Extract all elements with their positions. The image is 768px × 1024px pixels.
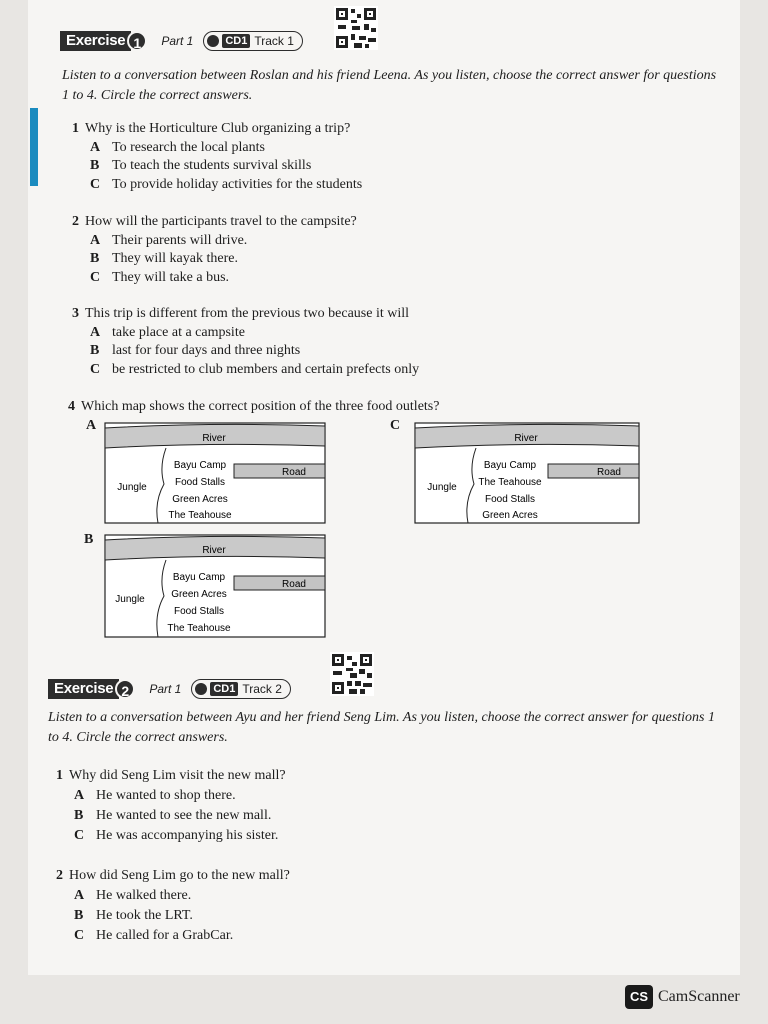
cd-label: CD1: [210, 682, 238, 696]
map-a-label[interactable]: A: [86, 418, 97, 433]
option-c[interactable]: C They will take a bus.: [90, 269, 230, 285]
option-c[interactable]: C He called for a GrabCar.: [74, 928, 234, 943]
place-label: Bayu Camp: [483, 460, 537, 471]
question-1: [72, 120, 362, 194]
exercise-number: 2: [115, 679, 135, 699]
jungle-label: Jungle: [427, 482, 457, 493]
question-2: [56, 866, 290, 946]
camscanner-label: CamScanner: [658, 988, 740, 1005]
margin-marker: [30, 108, 38, 186]
option-c[interactable]: C be restricted to club members and certain prefects only: [90, 361, 420, 377]
track-label: Track 2: [242, 682, 282, 696]
place-label: The Teahouse: [167, 623, 231, 634]
place-label: The Teahouse: [478, 477, 542, 488]
option-c[interactable]: C To provide holiday activities for the students: [90, 176, 363, 192]
road-label: Road: [282, 579, 306, 590]
exercise-1-header: [60, 31, 303, 51]
place-label: Food Stalls: [173, 606, 225, 617]
place-label: Green Acres: [482, 510, 538, 521]
jungle-label: Jungle: [115, 594, 145, 605]
option-b[interactable]: B To teach the students survival skills: [90, 158, 312, 173]
question-text: Which map shows the correct position of the three food outlets?: [81, 399, 440, 414]
question-text: This trip is different from the previous two because it will: [85, 306, 410, 321]
track-label: Track 1: [254, 34, 294, 48]
option-b[interactable]: B He took the LRT.: [74, 908, 193, 923]
question-number: 1: [72, 121, 79, 136]
road-label: Road: [282, 467, 306, 478]
map-b[interactable]: [104, 534, 326, 643]
audio-track-badge: [203, 31, 303, 51]
map-c[interactable]: [414, 422, 640, 529]
question-4: [68, 398, 439, 417]
place-label: The Teahouse: [168, 510, 232, 521]
jungle-label: Jungle: [117, 482, 147, 493]
part-label: Part 1: [161, 34, 194, 48]
camscanner-watermark: [625, 985, 740, 1009]
part-label: Part 1: [149, 682, 182, 696]
river-label: River: [202, 433, 226, 444]
exercise-2-header: [48, 679, 291, 699]
place-label: Food Stalls: [484, 494, 536, 505]
option-a[interactable]: A Their parents will drive.: [90, 232, 248, 248]
question-number: 3: [72, 306, 79, 321]
exercise-number: 1: [127, 31, 147, 51]
question-2: [72, 213, 357, 287]
place-label: Green Acres: [171, 589, 227, 600]
place-label: Bayu Camp: [172, 572, 226, 583]
option-a[interactable]: A He wanted to shop there.: [74, 788, 236, 803]
audio-track-badge: [191, 679, 291, 699]
question-text: Why is the Horticulture Club organizing a trip?: [85, 121, 351, 136]
exercise-label: Exercise: [48, 679, 119, 699]
exercise-label: Exercise: [60, 31, 131, 51]
qr-code-icon: [330, 652, 374, 696]
cd-icon: [207, 35, 219, 47]
river-label: River: [514, 433, 538, 444]
option-a[interactable]: A To research the local plants: [90, 139, 265, 155]
worksheet-page: [28, 0, 740, 975]
option-b[interactable]: B They will kayak there.: [90, 251, 238, 266]
place-label: Green Acres: [172, 494, 228, 505]
question-3: [72, 305, 419, 379]
question-text: How did Seng Lim go to the new mall?: [69, 868, 290, 883]
question-number: 2: [72, 214, 79, 229]
river-label: River: [202, 545, 226, 556]
option-a[interactable]: A He walked there.: [74, 888, 192, 903]
place-label: Bayu Camp: [173, 460, 227, 471]
map-a[interactable]: [104, 422, 326, 529]
option-c[interactable]: C He was accompanying his sister.: [74, 828, 279, 843]
question-text: How will the participants travel to the campsite?: [85, 214, 357, 229]
cd-label: CD1: [222, 34, 250, 48]
map-c-label[interactable]: C: [390, 418, 401, 433]
exercise-2-instructions: Listen to a conversation between Ayu and her friend Seng Lim. As you listen, choose the correct answer for questions 1 to 4. Circle the correct answers.: [48, 710, 716, 745]
option-b[interactable]: B He wanted to see the new mall.: [74, 808, 272, 823]
cd-icon: [195, 683, 207, 695]
map-b-label[interactable]: B: [84, 532, 94, 547]
place-label: Food Stalls: [174, 477, 226, 488]
camscanner-logo-icon: CS: [625, 985, 653, 1009]
exercise-1-instructions: Listen to a conversation between Roslan and his friend Leena. As you listen, choose the correct answer for questions 1 to 4. Circle the correct answers.: [62, 68, 717, 103]
qr-code-icon: [334, 6, 378, 50]
option-b[interactable]: B last for four days and three nights: [90, 343, 301, 358]
question-number: 1: [56, 768, 63, 783]
question-text: Why did Seng Lim visit the new mall?: [69, 768, 286, 783]
road-label: Road: [597, 467, 621, 478]
question-1: [56, 766, 286, 846]
option-a[interactable]: A take place at a campsite: [90, 324, 245, 340]
question-number: 2: [56, 868, 63, 883]
question-number: 4: [68, 399, 75, 414]
